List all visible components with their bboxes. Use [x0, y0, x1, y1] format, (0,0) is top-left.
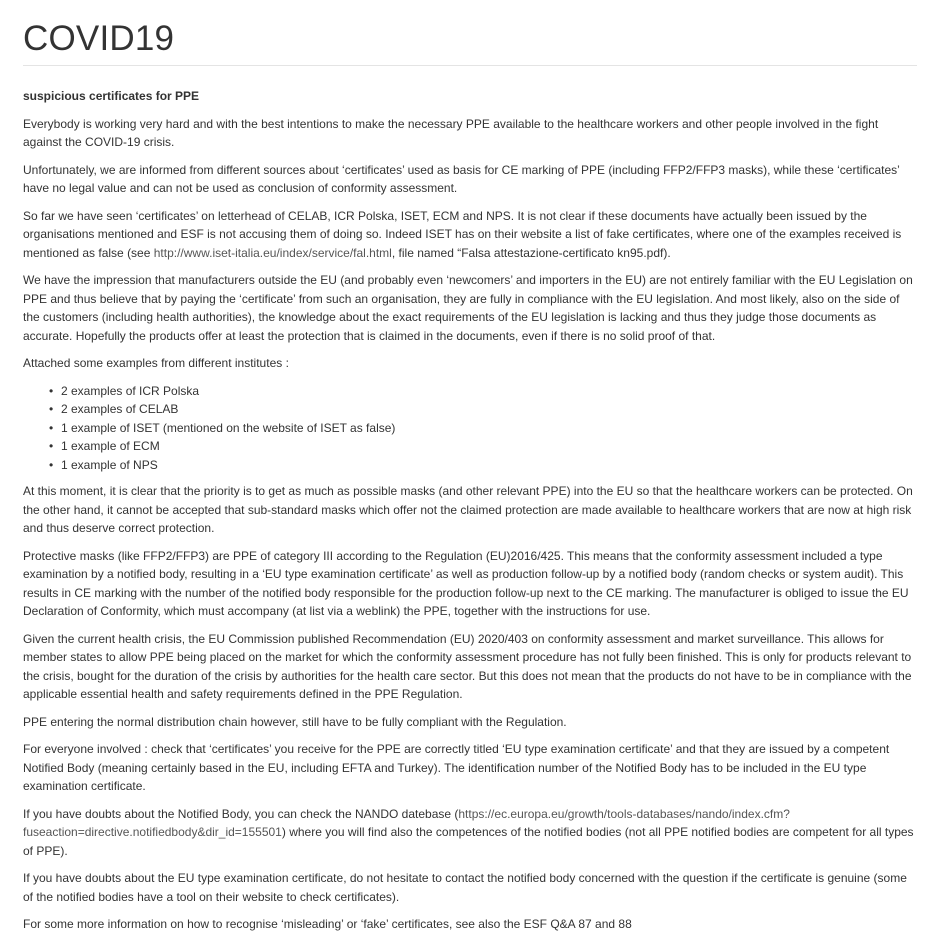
bullet-icon: • [49, 439, 54, 453]
list-item [49, 419, 917, 438]
page-title: COVID19 [23, 19, 175, 58]
paragraph-category-iii: Protective masks (like FFP2/FFP3) are PPE of category III according to the Regulation (EU)2016/425. This means that the conformity assessment included a type examination by a notified body, resulting in a ‘EU type examination certificate’ as well as production follow-up by a notified body (random checks or system audit). This results in CE marking with the number of the notified body responsible for the production follow-up next to the CE marking. The manufacturer is obliged to issue the EU Declaration of Conformity, which must accompany (at list via a weblink) the PPE, together with the instructions for use. [23, 548, 909, 618]
paragraph-nando-tail: ) where you will find also the competences of the notified bodies (not all PPE notified bodies are competent for all types of PPE). [23, 825, 914, 858]
list-item [49, 437, 917, 456]
paragraph-recommendation: Given the current health crisis, the EU Commission published Recommendation (EU) 2020/403 on conformity assessment and market surveillance. This allows for member states to allow PPE being placed on the market for which the conformity assessment procedure has not fully been finished. This is only for products relevant to the crisis, bought for the duration of the crisis by authorities for the health care sector. But this does not mean that the products do not have to be in compliance with the applicable essential health and safety requirements defined in the PPE Regulation. [23, 631, 912, 701]
bullet-icon: • [49, 420, 54, 435]
paragraph-distribution: PPE entering the normal distribution chain however, still have to be fully compliant with the Regulation. [23, 714, 567, 729]
paragraph-priority: At this moment, it is clear that the priority is to get as much as possible masks (and other relevant PPE) into the EU so that the healthcare workers can be protected. On the other hand, it cannot be accepted that sub-standard masks which offer not the claimed protection are made available to healthcare workers that are now at high risk and thus deserve correct protection. [23, 484, 913, 535]
paragraph-letterheads [23, 207, 917, 263]
paragraph-letterheads-tail: , file named “Falsa attestazione-certificato kn95.pdf). [391, 245, 671, 260]
list-item-text: 2 examples of CELAB [61, 402, 179, 416]
article-subtitle: suspicious certificates for PPE [23, 89, 200, 103]
paragraph-nando [23, 805, 917, 861]
examples-list [23, 382, 917, 475]
title-divider [23, 65, 917, 66]
list-item [49, 456, 917, 475]
list-item-text: 1 example of ISET (mentioned on the website of ISET as false) [61, 420, 396, 435]
bullet-icon: • [49, 402, 54, 416]
paragraph-contact-notified-body: If you have doubts about the EU type examination certificate, do not hesitate to contact the notified body concerned with the question if the certificate is genuine (some of the notified bodies have a tool on their website to check certificates). [23, 871, 907, 904]
bullet-icon: • [49, 457, 54, 472]
list-item-text: 1 example of ECM [61, 439, 160, 453]
list-item [49, 400, 917, 419]
paragraph-check-certificates: For everyone involved : check that ‘certificates’ you receive for the PPE are correctly titled ‘EU type examination certificate’ and that they are issued by a competent Notified Body (meaning certainly based in the EU, including EFTA and Turkey). The identification number of the Notified Body has to be included in the EU type examination certificate. [23, 742, 890, 793]
paragraph-certificates-info: Unfortunately, we are informed from different sources about ‘certificates’ used as basis for CE marking of PPE (including FFP2/FFP3 masks), while these ‘certificates’ have no legal value and can not be used as conclusion of conformity assessment. [23, 162, 900, 195]
bullet-icon: • [49, 383, 54, 398]
article [23, 0, 917, 943]
paragraph-letterheads-text: So far we have seen ‘certificates’ on letterhead of CELAB, ICR Polska, ISET, ECM and NPS. It is not clear if these documents have actually been issued by the organisations mentioned and ESF is not accusing them of doing so. Indeed ISET has on their website a list of fake certificates, where one of the examples received is mentioned as false (see [23, 208, 902, 260]
article-body [23, 87, 917, 934]
list-item [49, 382, 917, 401]
paragraph-intro: Everybody is working very hard and with the best intentions to make the necessary PPE available to the healthcare workers and other people involved in the fight against the COVID-19 crisis. [23, 116, 879, 149]
paragraph-nando-text: If you have doubts about the Notified Body, you can check the NANDO datebase ( [23, 806, 459, 821]
paragraph-more-info: For some more information on how to recognise ‘misleading’ or ‘fake’ certificates, see also the ESF Q&A 87 and 88 [23, 917, 632, 931]
iset-fake-list-link[interactable]: http://www.iset-italia.eu/index/service/fal.html [153, 245, 392, 260]
list-item-text: 1 example of NPS [61, 457, 158, 472]
paragraph-impression: We have the impression that manufacturers outside the EU (and probably even ‘newcomers’ and importers in the EU) are not entirely familiar with the EU Legislation on PPE and thus believe that by paying the ‘certificate’ from such an organisation, they are fully in compliance with the EU legislation. And most likely, also on the side of the customers (including health authorities), the knowledge about the exact requirements of the EU legislation is lacking and thus they judge those documents as accurate. Hopefully the products offer at least the protection that is claimed in the documents, even if there is no solid proof of that. [23, 273, 913, 343]
paragraph-attached-examples: Attached some examples from different institutes : [23, 356, 289, 370]
nando-database-link[interactable]: https://ec.europa.eu/growth/tools-databases/nando/index.cfm?fuseaction=directive.notifiedbody&dir_id=155501 [23, 806, 790, 839]
list-item-text: 2 examples of ICR Polska [61, 383, 200, 398]
